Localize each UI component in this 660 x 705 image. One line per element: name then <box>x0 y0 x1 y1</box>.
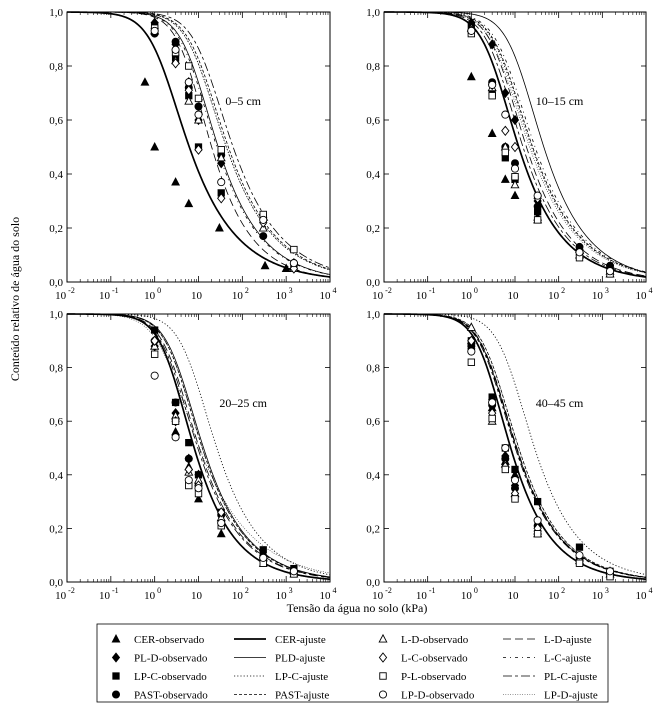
legend-label: L-D-observado <box>401 634 469 646</box>
y-tick-label: 0,4 <box>366 469 380 482</box>
x-tick-label: 10 $^0$ <box>460 286 478 302</box>
x-tick-label: 10 $^{-2}$ <box>372 586 392 602</box>
y-tick-label: 0,6 <box>49 416 63 429</box>
chart-panel <box>366 7 652 302</box>
x-tick-label: 10 $^2$ <box>548 586 566 602</box>
y-tick-label: 0,4 <box>366 169 380 181</box>
y-tick-label: 0,4 <box>49 469 63 482</box>
y-tick-label: 1,0 <box>366 309 380 321</box>
legend-label: LP-D-observado <box>401 689 475 702</box>
data-point-pl <box>534 217 540 223</box>
legend-label: PL-D-observado <box>134 652 208 665</box>
data-point-lpc <box>151 327 157 333</box>
y-tick-label: 0,8 <box>49 362 63 375</box>
x-tick-label: 10 $^0$ <box>460 586 478 602</box>
legend-label: L-C-ajuste <box>544 652 592 665</box>
y-tick-label: 0,8 <box>366 61 380 73</box>
data-point-pl <box>291 246 297 252</box>
legend-label: PLD-ajuste <box>275 652 326 665</box>
data-point-lpd <box>576 552 583 559</box>
x-tick-label: 10 <box>507 590 519 602</box>
data-point-lpd <box>172 434 179 441</box>
data-point-cer <box>185 200 193 207</box>
fit-curve-lpd <box>384 314 646 577</box>
data-point-cer <box>261 262 269 269</box>
x-tick-label: 10 <box>507 290 519 302</box>
legend-label: L-C-observado <box>401 652 468 665</box>
data-point-lpc <box>260 547 266 553</box>
fit-curve-pl <box>384 314 646 578</box>
data-point-lpd <box>489 81 496 88</box>
data-point-lpd <box>511 477 518 484</box>
chart-panels <box>49 7 652 602</box>
data-point-pl <box>489 415 495 421</box>
x-tick-label: 10 $^3$ <box>275 586 293 602</box>
data-point-lpd <box>260 554 267 561</box>
x-tick-label: 10 $^2$ <box>231 586 249 602</box>
data-point-cer <box>172 178 180 185</box>
data-point-cer <box>217 530 225 537</box>
data-point-lpd <box>489 399 496 406</box>
data-point-past <box>172 399 179 406</box>
fit-curve-past <box>384 314 646 577</box>
y-tick-label: 0,0 <box>49 277 63 289</box>
data-point-pl <box>512 173 518 179</box>
legend-label: PAST-observado <box>134 689 208 702</box>
data-point-lpd <box>502 111 509 118</box>
y-tick-label: 0,2 <box>49 523 63 536</box>
data-point-lpd <box>534 517 541 524</box>
y-tick-label: 0,6 <box>49 115 63 127</box>
x-tick-label: 10 $^4$ <box>635 286 653 302</box>
data-point-pl <box>151 351 157 357</box>
y-tick-label: 0,2 <box>366 223 380 235</box>
fit-curve-lpd <box>67 314 330 573</box>
y-tick-label: 0,0 <box>49 577 63 589</box>
x-tick-label: 10 $^2$ <box>231 286 249 302</box>
x-tick-label: 10 $^{-1}$ <box>415 286 436 302</box>
data-point-lpd <box>468 348 475 355</box>
data-point-lpd <box>576 249 583 256</box>
fit-curve-ld <box>67 314 330 577</box>
x-tick-label: 10 $^3$ <box>591 586 609 602</box>
panel-title: 0–5 cm <box>225 94 262 108</box>
legend-label: L-D-ajuste <box>544 634 592 646</box>
legend-label: P-L-observado <box>401 671 467 683</box>
data-point-lpd <box>195 485 202 492</box>
data-point-cer <box>511 191 519 198</box>
legend-marker-pl <box>380 673 386 679</box>
x-tick-label: 10 $^{-1}$ <box>98 286 119 302</box>
y-tick-label: 0,0 <box>366 277 380 289</box>
data-point-lc <box>502 126 509 135</box>
data-point-lpd <box>185 79 192 86</box>
fit-curve-past <box>67 12 330 269</box>
data-point-lpd <box>606 268 613 275</box>
panel-title: 40–45 cm <box>535 396 584 410</box>
y-tick-label: 0,8 <box>366 362 380 375</box>
legend-label: PL-C-ajuste <box>544 671 598 683</box>
legend <box>97 624 608 702</box>
legend-label: LP-C-ajuste <box>275 671 329 683</box>
x-tick-label: 10 $^{-2}$ <box>372 286 392 302</box>
data-point-lpd <box>502 444 509 451</box>
data-point-past <box>534 203 541 210</box>
data-point-pl <box>512 496 518 502</box>
data-point-lpc <box>534 498 540 504</box>
y-tick-label: 0,4 <box>49 169 63 181</box>
x-tick-label: 10 $^{-2}$ <box>55 586 75 602</box>
fit-curve-ld <box>384 314 646 577</box>
data-point-cer <box>151 143 159 150</box>
data-point-lpd <box>290 568 297 575</box>
fit-curve-pl <box>67 12 330 268</box>
data-point-lpd <box>468 27 475 34</box>
data-point-lpd <box>511 165 518 172</box>
data-point-lpd <box>534 192 541 199</box>
chart-panel <box>49 309 336 602</box>
y-tick-label: 0,2 <box>366 523 380 536</box>
data-point-pl <box>534 531 540 537</box>
y-tick-label: 0,0 <box>366 577 380 589</box>
data-point-pl <box>576 560 582 566</box>
data-point-lpc <box>512 466 518 472</box>
chart-panel <box>49 7 336 302</box>
y-tick-label: 0,8 <box>49 61 63 73</box>
data-point-lpd <box>606 568 613 575</box>
data-point-lpc <box>186 439 192 445</box>
fit-curve-pld <box>384 314 646 577</box>
y-tick-label: 0,6 <box>366 416 380 429</box>
x-tick-label: 10 $^{-1}$ <box>98 586 119 602</box>
chart-panel <box>366 309 652 602</box>
data-point-cer <box>216 224 224 231</box>
fit-curve-lpc <box>67 12 330 270</box>
data-point-pl <box>186 63 192 69</box>
data-point-lpd <box>260 216 267 223</box>
data-point-past <box>260 233 267 240</box>
fit-curve-pld <box>67 12 330 275</box>
x-tick-label: 10 $^{-2}$ <box>55 286 75 302</box>
legend-label: LP-D-ajuste <box>544 689 598 702</box>
x-tick-label: 10 <box>191 290 202 302</box>
data-point-pl <box>502 466 508 472</box>
x-tick-label: 10 $^4$ <box>319 286 337 302</box>
y-tick-label: 0,2 <box>49 223 63 235</box>
legend-marker-lpc <box>113 673 119 679</box>
data-point-pl <box>218 146 224 152</box>
data-point-cer <box>488 129 496 136</box>
y-axis-title: Conteúdo relativo de água do solo <box>8 216 22 382</box>
x-tick-label: 10 $^4$ <box>635 586 653 602</box>
fit-curve-lpd <box>67 12 330 270</box>
data-point-lpd <box>195 111 202 118</box>
legend-label: LP-C-observado <box>134 671 207 683</box>
data-point-past <box>185 455 192 462</box>
y-tick-label: 1,0 <box>366 7 380 19</box>
data-point-cer <box>468 73 476 80</box>
plot-frame <box>67 314 330 582</box>
data-point-lpd <box>172 46 179 53</box>
panel-title: 10–15 cm <box>535 94 584 108</box>
data-point-lpd <box>218 179 225 186</box>
x-tick-label: 10 <box>191 590 202 602</box>
legend-label: CER-ajuste <box>275 634 326 646</box>
data-point-cer <box>502 175 510 182</box>
x-tick-label: 10 $^3$ <box>591 286 609 302</box>
data-point-pl <box>489 92 495 98</box>
data-point-lpd <box>218 519 225 526</box>
x-tick-label: 10 $^{-1}$ <box>415 586 436 602</box>
data-point-lpc <box>576 544 582 550</box>
y-tick-label: 1,0 <box>49 7 63 19</box>
fit-curve-lc <box>384 314 646 577</box>
x-tick-label: 10 $^4$ <box>319 586 337 602</box>
y-tick-label: 0,6 <box>366 115 380 127</box>
fit-curve-lpc <box>67 314 330 575</box>
legend-label: PAST-ajuste <box>275 689 330 702</box>
data-point-pl <box>172 418 178 424</box>
data-point-pl <box>195 95 201 101</box>
data-point-pl <box>468 359 474 365</box>
x-axis-title: Tensão da água no solo (kPa) <box>286 601 428 615</box>
panel-title: 20–25 cm <box>219 396 268 410</box>
x-tick-label: 10 $^2$ <box>548 286 566 302</box>
legend-marker-lpd <box>379 691 386 698</box>
data-point-lpd <box>151 27 158 34</box>
legend-label: CER-observado <box>134 634 205 646</box>
data-point-pl <box>502 149 508 155</box>
x-tick-label: 10 $^0$ <box>144 286 162 302</box>
data-point-lpd <box>185 477 192 484</box>
data-point-past <box>172 38 179 45</box>
legend-marker-past <box>112 691 119 698</box>
x-tick-label: 10 $^0$ <box>144 586 162 602</box>
y-tick-label: 1,0 <box>49 309 63 321</box>
data-point-cer <box>141 78 149 85</box>
data-point-lpd <box>151 372 158 379</box>
x-tick-label: 10 $^3$ <box>275 286 293 302</box>
data-point-past <box>195 103 202 110</box>
data-point-lpd <box>290 260 297 267</box>
